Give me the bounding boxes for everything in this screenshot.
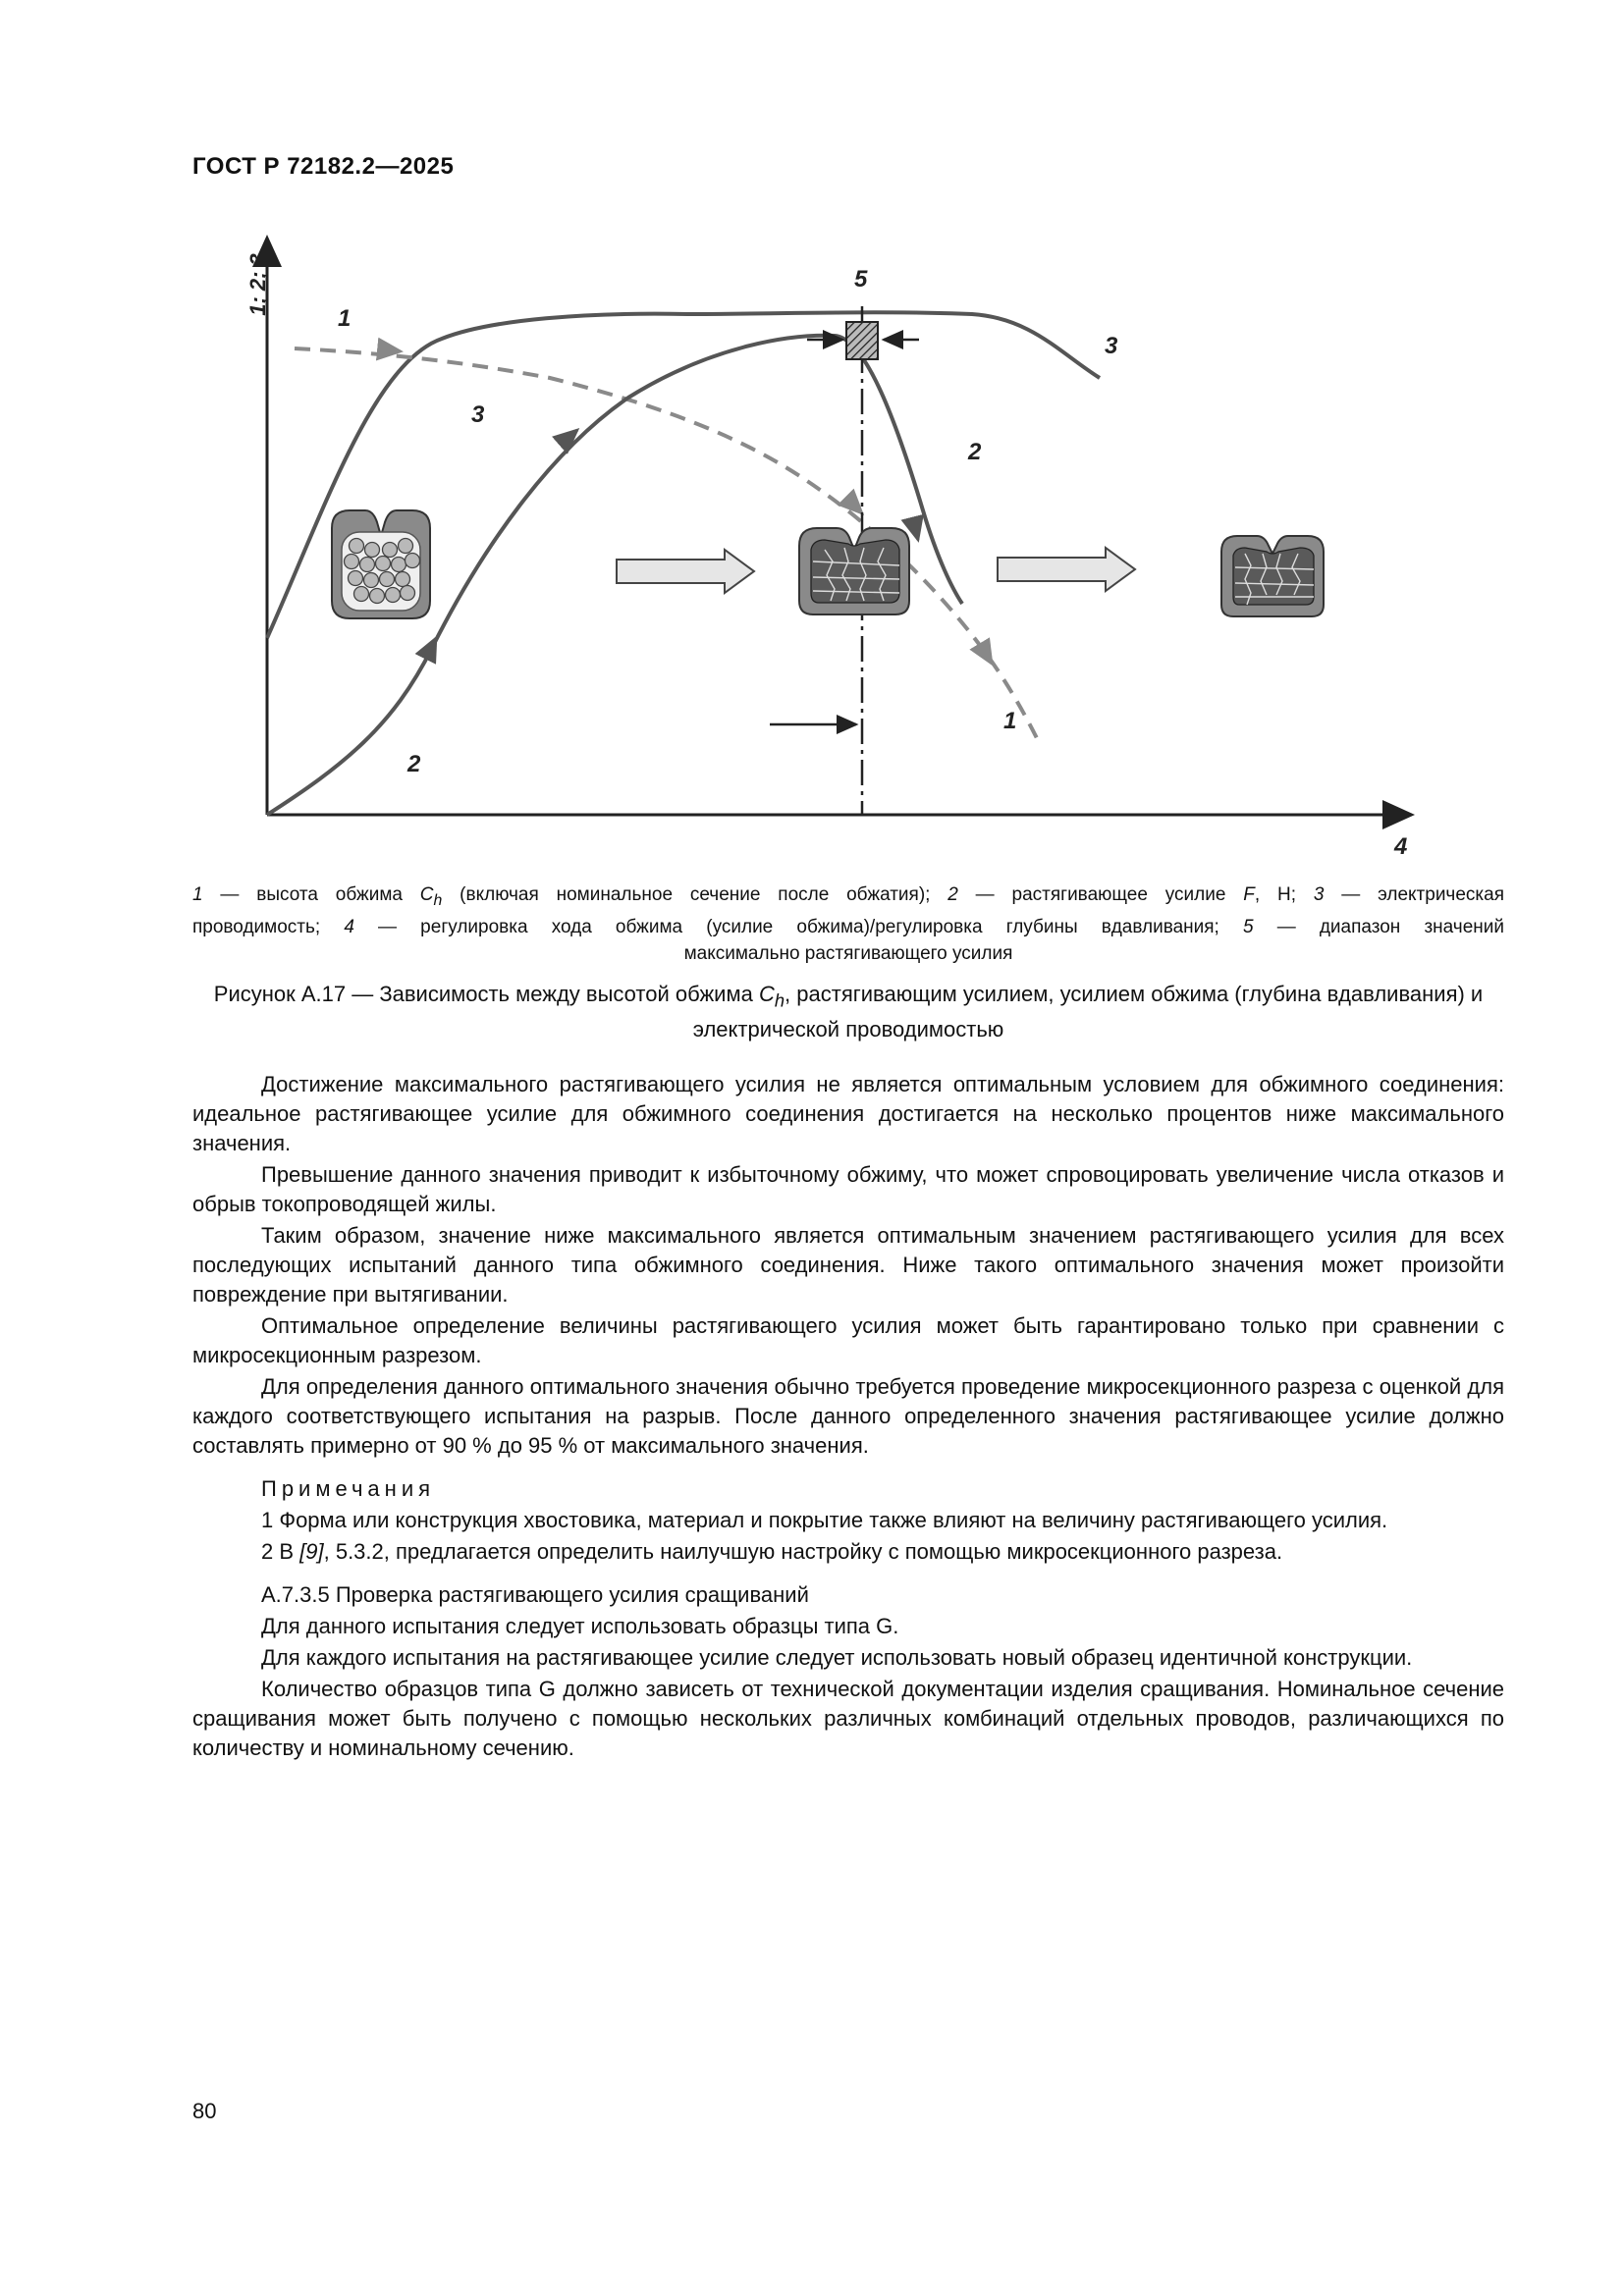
legend-num-3: 3 — [1313, 884, 1325, 905]
caption-text: Рисунок А.17 — Зависимость между высотой обжима — [213, 982, 759, 1006]
page-number: 80 — [192, 2099, 217, 2123]
cross-section-round-wires — [332, 510, 430, 618]
label-curve-3-left: 3 — [471, 401, 485, 428]
legend-text: — электрическая — [1324, 884, 1504, 905]
figure-a17 — [177, 216, 1453, 864]
caption-text: , растягивающим усилием, усилием обжима (глубина вдавливания) и электрической проводимостью — [692, 982, 1484, 1042]
legend-num-5: 5 — [1242, 916, 1254, 937]
label-range-5: 5 — [854, 266, 868, 293]
curve-2-arrow-3 — [915, 528, 918, 540]
legend-num-1: 1 — [192, 884, 203, 905]
figure-diagram — [177, 216, 1453, 864]
paragraph: Оптимальное определение величины растягивающего усилия может быть гарантировано только при сравнении с микросекционным разрезом. — [192, 1313, 1504, 1367]
legend-text: — регулировка хода обжима (усилие обжима)/регулировка глубины вдавливания; — [353, 916, 1243, 937]
legend-text: — высота обжима — [202, 884, 420, 905]
paragraph: Превышение данного значения приводит к избыточному обжиму, что может спровоцировать увеличение числа отказов и обрыв токопроводящей жилы. — [192, 1162, 1504, 1216]
y-axis-label: 1; 2; 3 — [245, 253, 270, 316]
curve-1-arrow-1 — [391, 350, 401, 351]
max-range-box — [846, 322, 878, 359]
figure-legend — [192, 881, 1504, 967]
label-curve-1-bottom: 1 — [1003, 708, 1017, 734]
paragraph: Для определения данного оптимального значения обычно требуется проведение микросекционного разреза с оценкой для каждого соответствующего испытания на разрыв. После данного определенного значения растягивающее усилие должно составлять примерно от 90 % до 95 % от максимального значения. — [192, 1374, 1504, 1458]
legend-text: — растягивающее усилие — [957, 884, 1244, 905]
legend-line-2 — [192, 914, 1504, 940]
caption-symbol-h: h — [774, 989, 785, 1011]
legend-symbol-f: F — [1243, 884, 1255, 905]
note: 1 Форма или конструкция хвостовика, материал и покрытие также влияют на величину растягивающего усилия. — [261, 1508, 1388, 1532]
x-axis-label: 4 — [1394, 833, 1408, 860]
label-curve-1-top: 1 — [338, 305, 352, 332]
paragraph: Для данного испытания следует использовать образцы типа G. — [261, 1614, 899, 1638]
note — [192, 1537, 1504, 1567]
legend-line-1 — [192, 881, 1504, 914]
cross-section-optimal — [799, 528, 909, 614]
label-curve-2-right: 2 — [968, 439, 982, 465]
paragraph: Достижение максимального растягивающего усилия не является оптимальным условием для обжимного соединения: идеальное растягивающее усилие для обжимного соединения достигается на несколько процентов ниже максимального значения. — [192, 1072, 1504, 1155]
paragraph: Количество образцов типа G должно зависеть от технической документации изделия сращивания. Номинальное сечение сращивания может быть получено с помощью нескольких различных комбинаций отдельных проводов, различающихся по количеству и номинальному сечению. — [192, 1677, 1504, 1760]
reference-link: [9] — [299, 1539, 324, 1564]
note-text: 2 В — [261, 1539, 300, 1564]
figure-caption — [192, 980, 1504, 1044]
document-header: ГОСТ Р 72182.2—2025 — [192, 153, 455, 180]
paragraph: Таким образом, значение ниже максимального является оптимальным значением растягивающего усилия для всех последующих испытаний данного типа обжимного соединения. Ниже такого оптимального значения может произойти повреждение при вытягивании. — [192, 1223, 1504, 1307]
body-text — [192, 1070, 1504, 1765]
legend-num-4: 4 — [344, 916, 354, 937]
legend-text: , Н; — [1254, 884, 1314, 905]
cross-section-over-crimped — [1221, 536, 1324, 616]
legend-text: — диапазон значений — [1253, 916, 1504, 937]
block-arrow-1 — [617, 550, 754, 593]
note-text: , 5.3.2, предлагается определить наилучшую настройку с помощью микросекционного разреза. — [323, 1539, 1283, 1564]
legend-text: (включая номинальное сечение после обжатия); — [442, 884, 948, 905]
label-curve-2-bottom: 2 — [407, 751, 421, 777]
paragraph: Для каждого испытания на растягивающее усилие следует использовать новый образец идентичной конструкции. — [261, 1645, 1413, 1670]
label-curve-3-right: 3 — [1105, 333, 1118, 359]
curve-2-arrow-2 — [569, 430, 577, 437]
block-arrow-2 — [998, 548, 1135, 591]
curve-1-arrow-2 — [854, 506, 862, 513]
legend-num-2: 2 — [947, 884, 958, 905]
legend-text: проводимость; — [192, 916, 345, 937]
notes-title: Примечания — [261, 1476, 436, 1501]
legend-line-3: максимально растягивающего усилия — [683, 942, 1013, 964]
section-heading: А.7.3.5 Проверка растягивающего усилия сращиваний — [261, 1582, 809, 1607]
caption-symbol-c: C — [758, 982, 775, 1006]
legend-symbol-h: h — [433, 891, 443, 909]
legend-symbol-c: C — [419, 884, 434, 905]
